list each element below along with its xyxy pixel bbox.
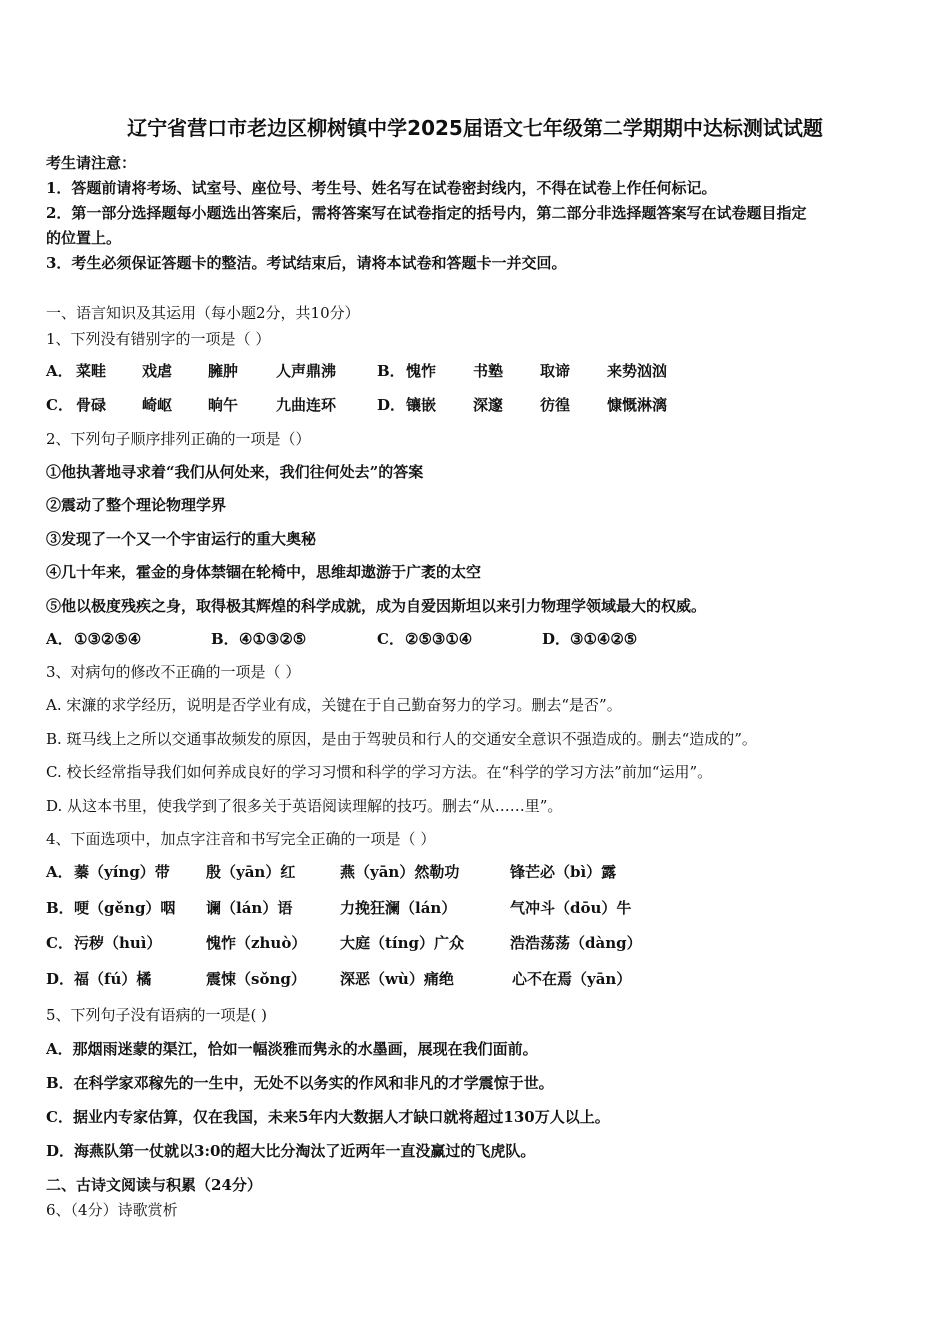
option-word: 镶嵌 <box>406 396 437 414</box>
option-line: D. 从这本书里，使我学到了很多关于英语阅读理解的技巧。删去“从……里”。 <box>46 797 563 815</box>
option-item: 哽（gěng）咽 <box>74 899 176 917</box>
option-line: C. 校长经常指导我们如何养成良好的学习习惯和科学的学习方法。在“科学的学习方法”前加“运用”。 <box>46 763 713 781</box>
option-word: 崎岖 <box>142 396 173 414</box>
option-label: D． <box>542 630 571 648</box>
page-title: 辽宁省营口市老边区柳树镇中学2025届语文七年级第二学期期中达标测试试题 <box>127 116 823 140</box>
option-word: 来势汹汹 <box>607 362 668 380</box>
option-item: 震悚（sǒng） <box>206 970 306 988</box>
option-label: C． <box>46 396 73 414</box>
option-label: A． <box>46 863 73 881</box>
sentence: ⑤他以极度残疾之身，取得极其辉煌的科学成就，成为自爱因斯坦以来引力物理学领域最大的权威。 <box>46 597 707 615</box>
option-word: 晌午 <box>208 396 239 414</box>
option-line: A．那烟雨迷蒙的渠江，恰如一幅淡雅而隽永的水墨画，展现在我们面前。 <box>46 1040 538 1058</box>
option-text: ④①③②⑤ <box>239 630 307 648</box>
option-label: D． <box>46 970 75 988</box>
option-item: 锋芒必（bì）露 <box>510 863 617 881</box>
notice-heading: 考生请注意： <box>46 154 137 172</box>
option-item: 福（fú）橘 <box>74 970 152 988</box>
option-label: C． <box>377 630 404 648</box>
option-item: 深恶（wù）痛绝 <box>340 970 454 988</box>
option-item: 力挽狂澜（lán） <box>340 899 457 917</box>
option-label: D． <box>377 396 406 414</box>
option-item: 浩浩荡荡（dàng） <box>510 934 642 952</box>
option-word: 书塾 <box>473 362 504 380</box>
option-word: 戏虐 <box>142 362 173 380</box>
option-text: ②⑤③①④ <box>405 630 473 648</box>
option-label: B． <box>377 362 405 380</box>
option-word: 彷徨 <box>540 396 571 414</box>
option-item: 殷（yān）红 <box>206 863 296 881</box>
question-stem: 6、（4分）诗歌赏析 <box>46 1201 178 1219</box>
question-stem: 1、下列没有错别字的一项是（ ） <box>46 330 271 348</box>
option-line: B. 斑马线上之所以交通事故频发的原因，是由于驾驶员和行人的交通安全意识不强造成的。删去“造成的”。 <box>46 730 757 748</box>
option-item: 蓁（yíng）带 <box>74 863 170 881</box>
option-item: 谰（lán）语 <box>206 899 293 917</box>
notice-item: 3．考生必须保证答题卡的整洁。考试结束后，请将本试卷和答题卡一并交回。 <box>46 254 567 272</box>
option-item: 大庭（tíng）广众 <box>340 934 465 952</box>
option-word: 慷慨淋漓 <box>607 396 668 414</box>
option-line: A. 宋濂的求学经历，说明是否学业有成，关键在于自己勤奋努力的学习。删去“是否”。 <box>46 696 622 714</box>
option-text: ③①④②⑤ <box>570 630 638 648</box>
question-stem: 2、下列句子顺序排列正确的一项是（） <box>46 430 311 448</box>
option-text: ①③②⑤④ <box>74 630 142 648</box>
sentence: ③发现了一个又一个宇宙运行的重大奥秘 <box>46 530 317 548</box>
question-stem: 4、下面选项中，加点字注音和书写完全正确的一项是（ ） <box>46 830 436 848</box>
notice-item: 2．第一部分选择题每小题选出答案后，需将答案写在试卷指定的括号内，第二部分非选择题答案写在试卷题目指定 <box>46 204 807 222</box>
sentence: ②震动了整个理论物理学界 <box>46 496 227 514</box>
option-label: C． <box>46 934 73 952</box>
question-stem: 5、下列句子没有语病的一项是( ) <box>46 1006 268 1024</box>
sentence: ①他执著地寻求着“我们从何处来，我们往何处去”的答案 <box>46 463 424 481</box>
option-word: 愧怍 <box>406 362 437 380</box>
notice-item: 1．答题前请将考场、试室号、座位号、考生号、姓名写在试卷密封线内，不得在试卷上作任何标记。 <box>46 179 717 197</box>
option-item: 心不在焉（yān） <box>512 970 632 988</box>
option-word: 取谛 <box>540 362 571 380</box>
option-word: 骨碌 <box>76 396 107 414</box>
option-line: B．在科学家邓稼先的一生中，无处不以务实的作风和非凡的才学震惊于世。 <box>46 1074 554 1092</box>
option-word: 臃肿 <box>208 362 239 380</box>
option-item: 气冲斗（dōu）牛 <box>510 899 632 917</box>
option-label: B． <box>211 630 239 648</box>
sentence: ④几十年来，霍金的身体禁锢在轮椅中，思维却遨游于广袤的太空 <box>46 563 482 581</box>
option-item: 愧怍（zhuò） <box>206 934 307 952</box>
option-word: 九曲连环 <box>276 396 337 414</box>
option-label: A． <box>46 630 73 648</box>
option-word: 人声鼎沸 <box>276 362 337 380</box>
option-item: 污秽（huì） <box>74 934 162 952</box>
option-line: C．据业内专家估算，仅在我国，未来5年内大数据人才缺口就将超过130万人以上。 <box>46 1108 610 1126</box>
option-line: D．海燕队第一仗就以3:0的超大比分淘汰了近两年一直没赢过的飞虎队。 <box>46 1142 536 1160</box>
option-item: 燕（yān）然勒功 <box>340 863 460 881</box>
question-stem: 3、对病句的修改不正确的一项是（ ） <box>46 663 301 681</box>
option-word: 菜畦 <box>76 362 107 380</box>
section-heading: 二、古诗文阅读与积累（24分） <box>46 1176 262 1194</box>
option-word: 深邃 <box>473 396 504 414</box>
section-heading: 一、语言知识及其运用（每小题2分，共10分） <box>46 304 360 322</box>
notice-item: 的位置上。 <box>46 229 122 247</box>
option-label: A． <box>46 362 73 380</box>
option-label: B． <box>46 899 74 917</box>
